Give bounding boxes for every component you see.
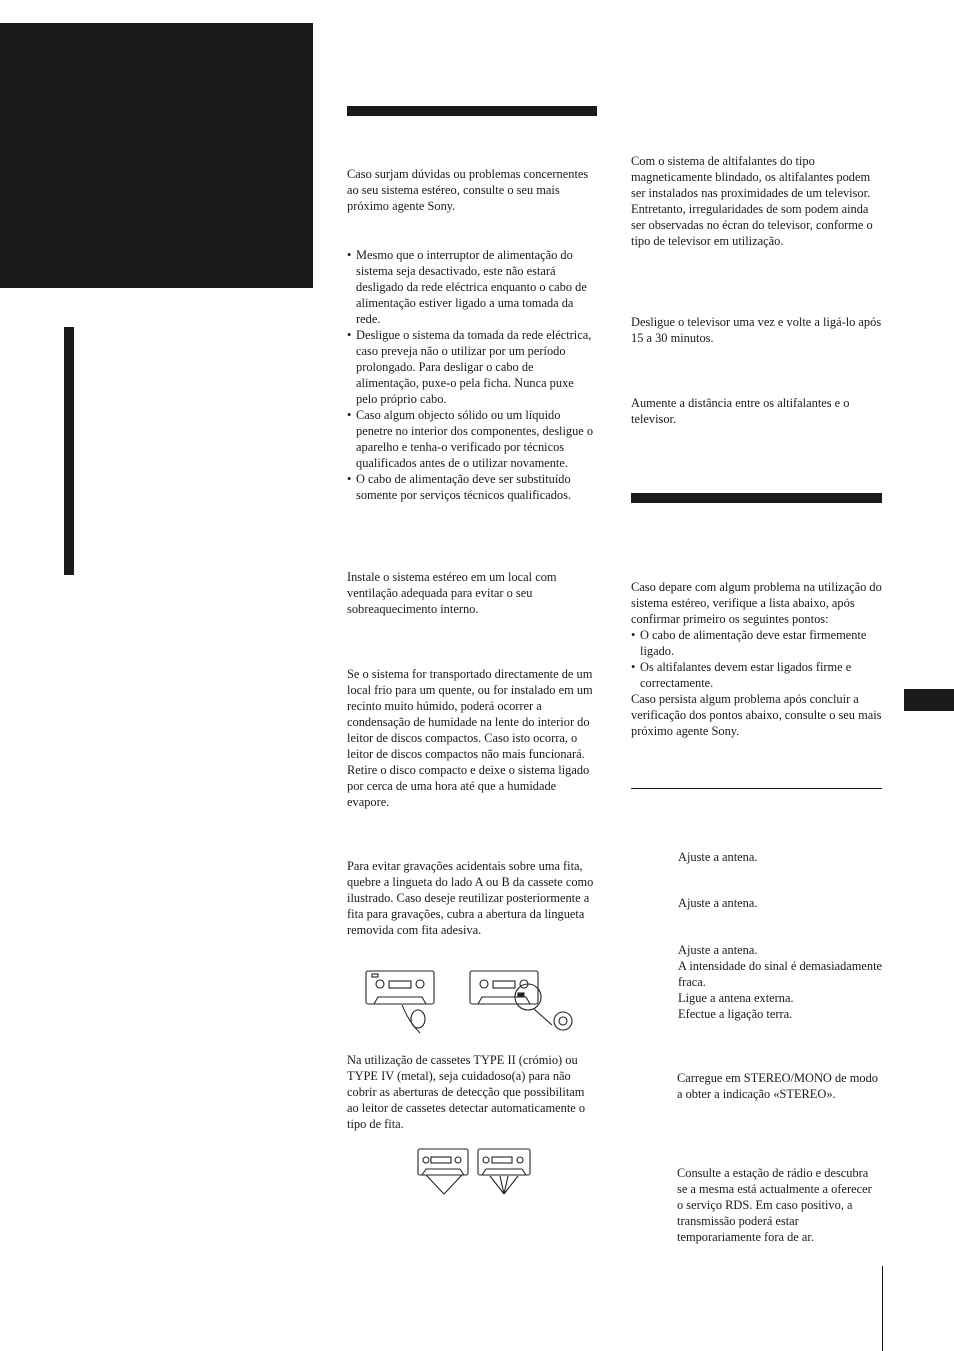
section-thin-rule xyxy=(631,788,882,789)
cassette-detection-illustration xyxy=(416,1146,534,1198)
remedy-text: Ajuste a antena. A intensidade do sinal é demasiadamente fraca. Ligue a antena externa. Efectue a ligação terra. xyxy=(678,943,883,1021)
magnetic-shield-paragraph: Com o sistema de altifalantes do tipo magneticamente blindado, os altifalantes podem ser instalados nas proximidades de um televisor. Entretanto, irregularidades de som podem ainda ser observadas no écran do televisor, conforme o tipo de televisor em utilização. xyxy=(631,154,873,248)
intro-paragraph: Caso surjam dúvidas ou problemas concernentes ao seu sistema estéreo, consulte o seu mais próximo agente Sony. xyxy=(347,167,589,213)
cassette-type2-icon xyxy=(418,1149,468,1194)
check-outro-text: Caso persista algum problema após concluir a verificação dos pontos abaixo, consulte o seu mais próximo agente Sony. xyxy=(631,692,882,738)
bullet-item: • Os altifalantes devem estar ligados firme e correctamente. xyxy=(631,659,883,691)
remedy-text: Ajuste a antena. xyxy=(678,850,758,864)
thumb-index-tab xyxy=(904,689,954,711)
distance-paragraph: Aumente a distância entre os altifalantes e o televisor. xyxy=(631,396,850,426)
ventilation-paragraph: Instale o sistema estéreo em um local com ventilação adequada para evitar o seu sobreaquecimento interno. xyxy=(347,570,557,616)
section-rule-precautions xyxy=(347,106,597,116)
remedy-text: Ajuste a antena. xyxy=(678,896,758,910)
erase-protection-paragraph: Para evitar gravações acidentais sobre uma fita, quebre a lingueta do lado A ou B da cassete como ilustrado. Caso deseje reutilizar posteriormente a fita para gravações, cubra a abertura da lingueta removida com fita adesiva. xyxy=(347,859,594,937)
bullet-item: • O cabo de alimentação deve ser substituído somente por serviços técnicos qualificados. xyxy=(347,471,597,503)
cassette-left-icon xyxy=(366,971,434,1033)
check-intro-text: Caso depare com algum problema na utilização do sistema estéreo, verifique a lista abaixo, após confirmar primeiro os seguintes pontos: xyxy=(631,580,882,626)
chapter-side-bar xyxy=(64,327,74,575)
remedy-text: Consulte a estação de rádio e descubra se a mesma está actualmente a oferecer o serviço RDS. Em caso positivo, a transmissão poderá estar temporariamente fora de ar. xyxy=(677,1166,872,1244)
cassette-tab-illustration xyxy=(362,967,584,1035)
power-bullet-list xyxy=(347,247,597,503)
bullet-item: • Mesmo que o interruptor de alimentação do sistema seja desactivado, este não estará desligado da rede eléctrica enquanto o cabo de alimentação estiver ligado a uma tomada da rede. xyxy=(347,247,597,327)
bullet-item: • Caso algum objecto sólido ou um líquido penetre no interior dos componentes, desligue o aparelho e tenha-o verificado por técnicos qualificados antes de o utilizar novamente. xyxy=(347,407,597,471)
header-black-panel xyxy=(0,23,313,288)
troubleshooting-intro xyxy=(631,579,883,739)
cassette-type4-icon xyxy=(478,1149,530,1194)
tape-type-paragraph: Na utilização de cassetes TYPE II (crómio) ou TYPE IV (metal), seja cuidadoso(a) para não cobrir as aberturas de detecção que possibilitam ao leitor de cassetes detectar automaticamente o tipo de fita. xyxy=(347,1053,586,1131)
tv-off-paragraph: Desligue o televisor uma vez e volte a ligá-lo após 15 a 30 minutos. xyxy=(631,315,882,345)
cassette-right-icon xyxy=(470,971,572,1030)
bullet-item: • O cabo de alimentação deve estar firmemente ligado. xyxy=(631,627,883,659)
bullet-item: • Desligue o sistema da tomada da rede eléctrica, caso preveja não o utilizar por um período prolongado. Para desligar o cabo de alimentação, puxe-o pela ficha. Nunca puxe pelo próprio cabo. xyxy=(347,327,597,407)
condensation-paragraph: Se o sistema for transportado directamente de um local frio para um quente, ou for instalado em um recinto muito húmido, poderá ocorrer a condensação de humidade na lente do interior do leitor de discos compactos. Caso isto ocorra, o leitor de discos compactos não mais funcionará. Retire o disco compacto e deixe o sistema ligado por cerca de uma hora até que a humidade evapore. xyxy=(347,667,593,809)
section-rule-troubleshooting xyxy=(631,493,882,503)
remedy-text: Carregue em STEREO/MONO de modo a obter a indicação «STEREO». xyxy=(677,1071,878,1101)
page-edge-line xyxy=(882,1266,883,1351)
